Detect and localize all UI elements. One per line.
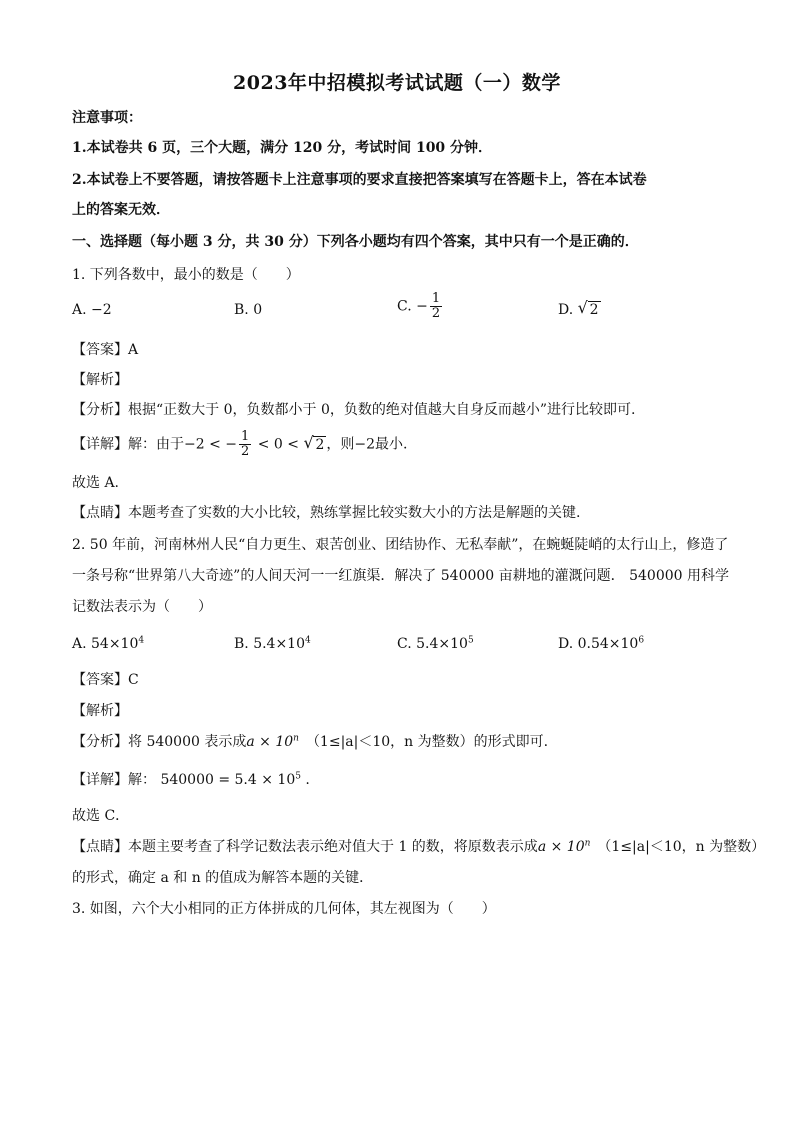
option-text: B. 5.4×10 [234,636,305,652]
q2-option-c [397,634,474,654]
exponent: 6 [638,635,645,646]
q2-option-a [72,634,144,654]
q1-detail-fraction [239,430,251,459]
option-text: C. 5.4×10 [397,636,468,652]
q2-analysis-label: 【解析】 [72,703,128,719]
exponent: 5 [295,771,301,782]
q1-analysis-label: 【解析】 [72,372,128,388]
q2-fenxi [72,732,732,752]
option-text: D. 0.54×10 [558,636,639,652]
q1-option-c-fraction [430,292,442,321]
fraction-denominator: 2 [431,306,441,321]
option-text: A. 54×10 [72,636,139,652]
q2-dianjing-cont: 的形式，确定 a 和 n 的值成为解答本题的关键． [72,870,374,886]
q1-detail-text-3: ，则−2最小. [326,436,408,453]
sqrt-symbol: √ 2 [577,298,599,318]
sqrt-radicand: 2 [589,302,599,318]
q3-stem: 3. 如图，六个大小相同的正方体拼成的几何体，其左视图为（ ） [72,901,496,917]
q1-option-c [397,292,444,321]
q1-option-a: A. −2 [72,302,112,318]
q2-dianjing [72,837,766,857]
q2-stem-line-3: 记数法表示为（ ） [72,599,212,615]
q2-stem-line-2: 一条号称“世界第八大奇迹”的人间天河一一红旗渠．解决了 540000 亩耕地的灌溉问题． 540000 用科学 [72,568,729,584]
sqrt-symbol: √ 2 [303,432,325,453]
exponent: 5 [467,635,474,646]
q1-detail-text-2: < 0 < [253,436,304,453]
notice-item-2: 2.本试卷上不要答题，请按答题卡上注意事项的要求直接把答案填写在答题卡上，答在本试卷 [72,172,647,188]
q1-option-d-prefix: D. [558,302,578,318]
q1-stem: 1. 下列各数中，最小的数是（ ） [72,267,300,283]
q1-option-b: B. 0 [234,302,263,318]
q2-option-d [558,634,644,654]
q1-option-c-prefix: C. − [397,298,428,315]
fraction-numerator: 1 [431,291,441,306]
q1-dianjing: 【点睛】本题考查了实数的大小比较，熟练掌握比较实数大小的方法是解题的关键. [72,505,581,521]
q2-detail [72,770,732,790]
exponent: 4 [138,635,145,646]
q1-detail [72,430,732,459]
notice-item-1: 1.本试卷共 6 页，三个大题，满分 120 分，考试时间 100 分钟． [72,140,493,156]
exponent: 4 [305,635,311,646]
q2-answer: 【答案】C [72,672,139,688]
q2-stem-line-1: 2. 50 年前，河南林州人民“自力更生、艰苦创业、团结协作、无私奉献”，在蜿蜒陡峭的太行山上，修造了 [72,537,729,553]
q1-fenxi: 【分析】根据“正数大于 0，负数都小于 0，负数的绝对值越大自身反而越小”进行比较即可. [72,402,636,418]
notice-heading: 注意事项： [72,110,142,126]
q2-detail-end: . [300,772,310,788]
q2-option-b [234,634,311,654]
q1-answer: 【答案】A [72,342,139,358]
q2-dianjing-text-2: （1≤|a|＜10，n 为整数） [604,839,766,855]
q1-choose: 故选 A. [72,475,120,491]
q2-fenxi-text-1: 【分析】将 540000 表示成 [72,734,247,750]
exponent: n [293,733,299,744]
fraction-denominator: 2 [241,444,250,459]
notice-item-2-cont: 上的答案无效． [72,202,170,218]
q2-dianjing-text-1: 【点睛】本题主要考查了科学记数法表示绝对值大于 1 的数，将原数表示成 [72,839,538,855]
q1-option-d [558,300,601,320]
exponent: n [584,838,591,849]
q1-detail-text-1: 【详解】解：由于−2 < − [72,436,237,453]
sqrt-radicand: 2 [315,436,325,453]
sci-notation: a × 10 [537,839,585,855]
q2-fenxi-text-2: （1≤|a|＜10，n 为整数）的形式即可. [312,734,549,750]
section-heading: 一、选择题（每小题 3 分，共 30 分）下列各小题均有四个答案，其中只有一个是正确的． [72,234,639,250]
sci-notation: a × 10 [246,734,294,750]
fraction-numerator: 1 [241,429,250,444]
q2-detail-text: 【详解】解： 540000 = 5.4 × 10 [72,772,296,788]
page-title: 2023年中招模拟考试试题（一）数学 [233,72,561,94]
q2-choose: 故选 C． [72,808,130,824]
